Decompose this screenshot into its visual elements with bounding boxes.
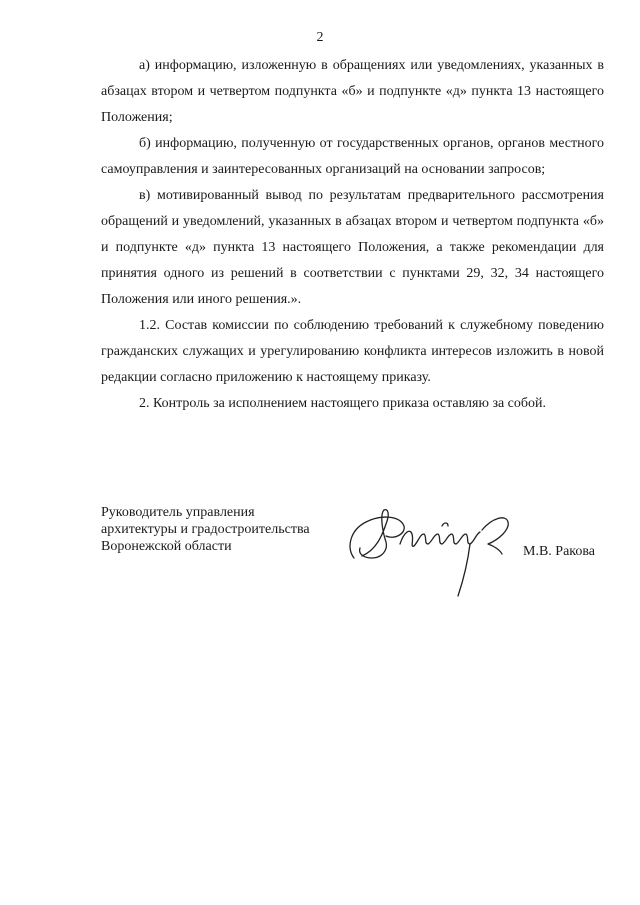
signer-name: М.В. Ракова	[523, 544, 596, 559]
signatory-title-line: архитектуры и градостроительства	[101, 522, 310, 537]
document-body	[101, 53, 604, 417]
handwritten-signature	[342, 500, 517, 610]
paragraph-v: в) мотивированный вывод по результатам предварительного рассмотрения обращений и уведомлений, указанных в абзацах втором и четвертом подпункта «б» и подпункте «д» пункта 13 настоящего Положения, а также рекомендации для принятия одного из решений в соответствии с пунктами 29, 32, 34 настоящего Положения или иного решения.».	[101, 188, 604, 307]
paragraph-2: 2. Контроль за исполнением настоящего приказа оставляю за собой.	[139, 396, 547, 411]
signatory-title-line: Руководитель управления	[101, 505, 255, 520]
paragraph-a: а) информацию, изложенную в обращениях или уведомлениях, указанных в абзацах втором и четвертом подпункта «б» и подпункте «д» пункта 13 настоящего Положения;	[101, 58, 604, 125]
signatory-title-line: Воронежской области	[101, 539, 232, 554]
paragraph-1-2: 1.2. Состав комиссии по соблюдению требований к служебному поведению гражданских служащих и урегулированию конфликта интересов изложить в новой редакции согласно приложению к настоящему приказу.	[101, 318, 604, 385]
page-number: 2	[316, 30, 324, 45]
paragraph-b: б) информацию, полученную от государственных органов, органов местного самоуправления и заинтересованных организаций на основании запросов;	[101, 136, 604, 177]
signatory-title	[101, 504, 310, 555]
